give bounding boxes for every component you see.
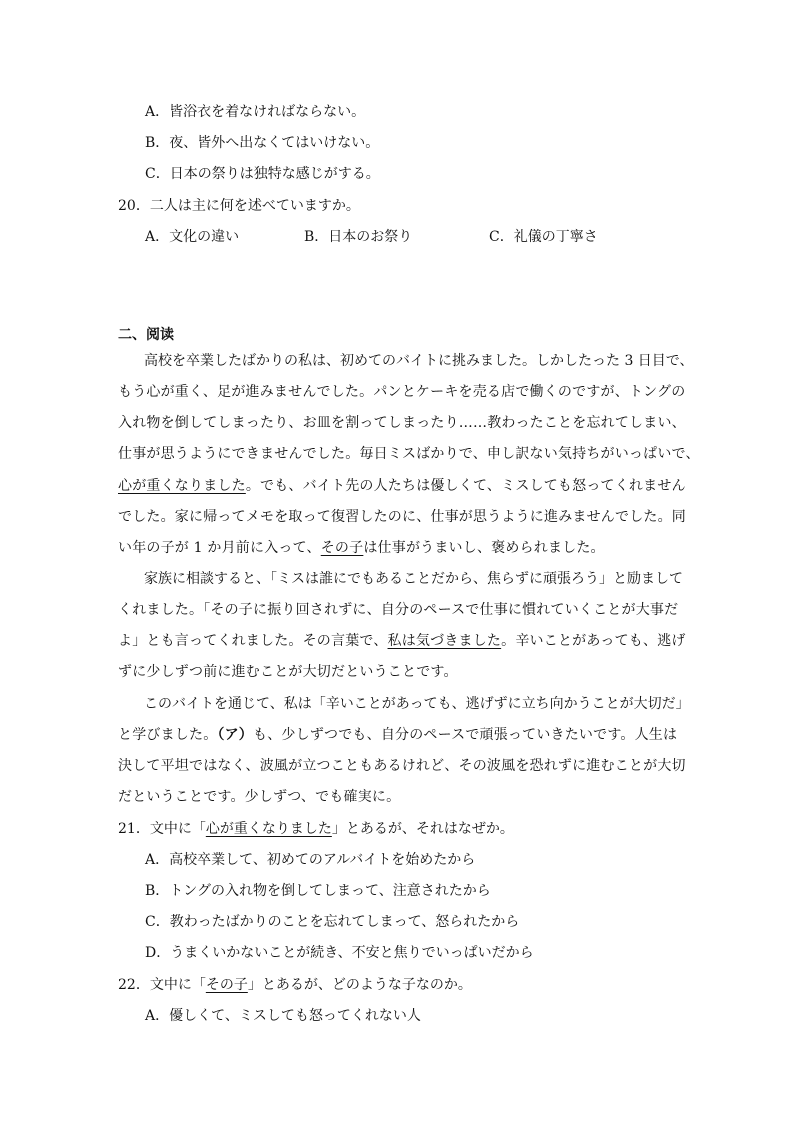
q21-option-c: C．教わったばかりのことを忘れてしまって、怒られたから xyxy=(145,914,520,930)
passage-line xyxy=(118,476,686,496)
q21-option-d: D．うまくいかないことが続き、不安と焦りでいっぱいだから xyxy=(145,945,534,961)
underlined-phrase: 心が重くなりました xyxy=(205,821,332,837)
passage-line xyxy=(118,725,677,745)
passage-text: い年の子が 1 か月前に入って、 xyxy=(118,540,321,556)
passage-line xyxy=(118,631,686,651)
underlined-phrase: 心が重くなりました xyxy=(118,478,246,494)
blank-marker: （ア） xyxy=(217,727,254,743)
passage-line xyxy=(118,538,605,558)
passage-line: くれました。「その子に振り回されずに、自分のペースで仕事に慣れていくことが大事だ xyxy=(118,602,679,618)
question-text: 22．文中に「 xyxy=(118,977,206,993)
q20-option-c: C．礼儀の丁寧さ xyxy=(489,229,598,245)
q21-option-b: B．トングの入れ物を倒してしまって、注意されたから xyxy=(145,883,491,899)
q19-option-a: A．皆浴衣を着なければならない。 xyxy=(145,104,366,120)
passage-text: と学びました。 xyxy=(118,727,218,743)
passage-text: 。でも、バイト先の人たちは優しくて、ミスしても怒ってくれません xyxy=(245,478,686,494)
q21-stem xyxy=(118,819,514,839)
question-text: 」とあるが、それはなぜか。 xyxy=(331,821,514,837)
underlined-phrase: その子 xyxy=(320,540,364,556)
q21-option-a: A．高校卒業して、初めてのアルバイトを始めたから xyxy=(145,852,476,868)
q20-option-a: A．文化の違い xyxy=(145,229,240,245)
question-text: 」とあるが、どのような子なのか。 xyxy=(247,977,472,993)
q19-option-c: C．日本の祭りは独特な感じがする。 xyxy=(145,166,380,182)
passage-text: は仕事がうまいし、褒められました。 xyxy=(363,540,605,556)
q20-option-b: B．日本のお祭り xyxy=(304,229,413,245)
passage-line: 仕事が思うようにできませんでした。毎日ミスばかりで、申し訳ない気持ちがいっぱいで、 xyxy=(118,446,700,462)
section-title: 二、阅读 xyxy=(118,327,174,343)
q22-option-a: A．優しくて、ミスしても怒ってくれない人 xyxy=(145,1008,421,1024)
passage-text: 。辛いことがあっても、逃げ xyxy=(501,633,686,649)
passage-line: 入れ物を倒してしまったり、お皿を割ってしまったり……教わったことを忘れてしまい、 xyxy=(118,415,686,431)
q22-stem xyxy=(118,975,472,995)
passage-line: ずに少しずつ前に進むことが大切だということです。 xyxy=(118,664,458,680)
passage-line: 高校を卒業したばかりの私は、初めてのバイトに挑みました。しかしたった 3 日目で、 xyxy=(144,353,694,369)
q19-option-b: B．夜、皆外へ出なくてはいけない。 xyxy=(145,135,380,151)
underlined-phrase: 私は気づきました xyxy=(387,633,502,649)
underlined-phrase: その子 xyxy=(205,977,248,993)
passage-text: よ」とも言ってくれました。その言葉で、 xyxy=(118,633,388,649)
question-text: 21．文中に「 xyxy=(118,821,206,837)
passage-line: だということです。少しずつ、でも確実に。 xyxy=(118,789,401,805)
passage-line: 決して平坦ではなく、波風が立つこともあるけれど、その波風を恐れずに進むことが大切 xyxy=(118,758,686,774)
passage-text: も、少しずつでも、自分のペースで頑張っていきたいです。人生は xyxy=(253,727,678,743)
q20-stem: 20．二人は主に何を述べていますか。 xyxy=(118,198,360,214)
passage-line: 家族に相談すると、「ミスは誰にでもあることだから、焦らずに頑張ろう」と励まして xyxy=(144,571,683,587)
passage-line: でした。家に帰ってメモを取って復習したのに、仕事が思うように進みませんでした。同 xyxy=(118,509,686,525)
passage-line: もう心が重く、足が進みませんでした。パンとケーキを売る店で働くのですが、トングの xyxy=(118,384,686,400)
passage-line: このバイトを通じて、私は「辛いことがあっても、逃げずに立ち向かうことが大切だ」 xyxy=(144,696,690,712)
